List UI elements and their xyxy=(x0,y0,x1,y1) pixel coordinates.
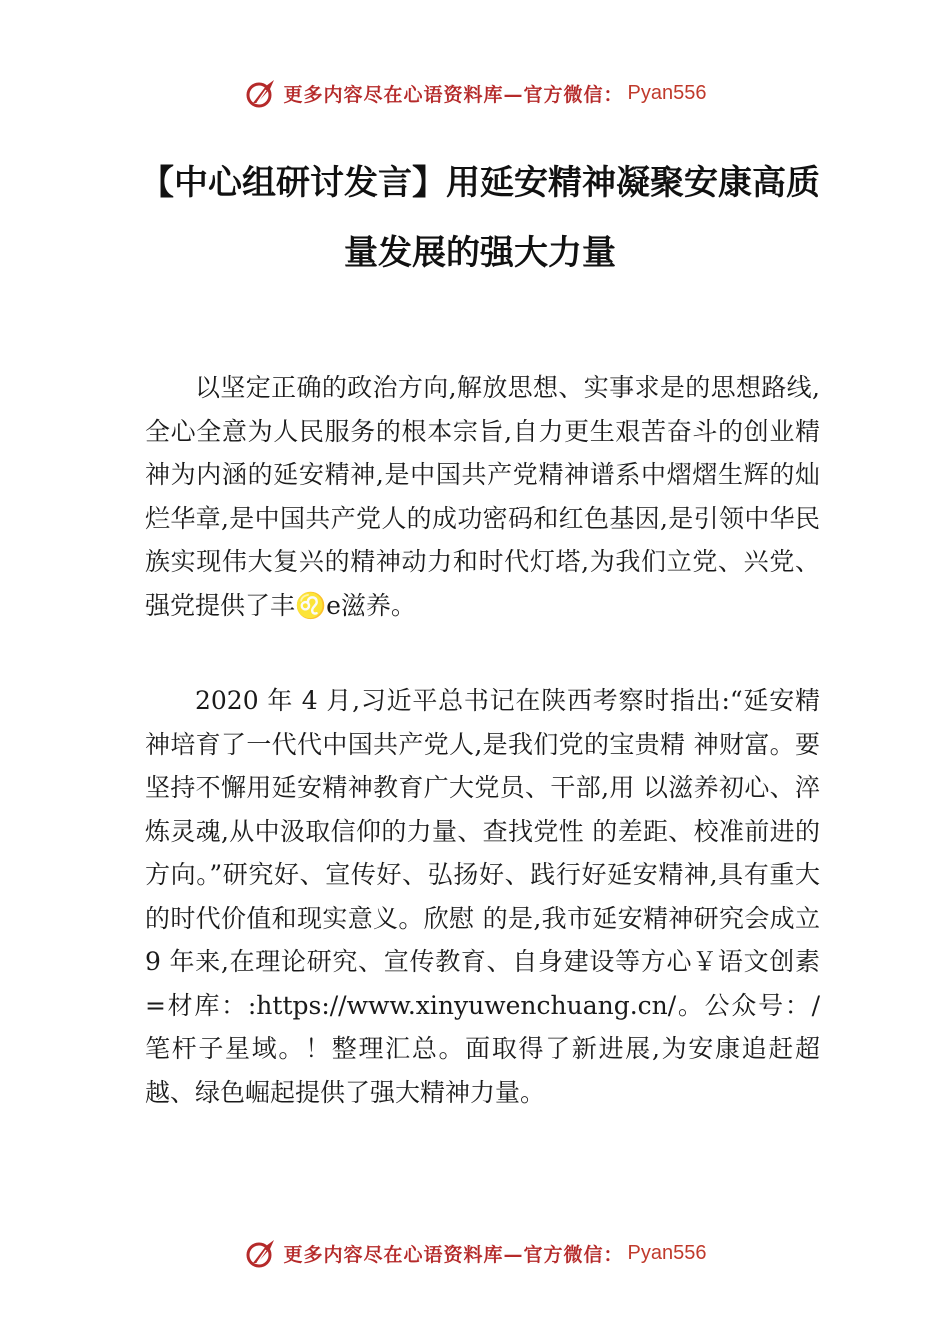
watermark-text: 更多内容尽在心语资料库—官方微信： xyxy=(283,1243,624,1266)
watermark-text: 更多内容尽在心语资料库—官方微信： xyxy=(283,83,624,106)
header-watermark xyxy=(0,73,950,113)
footer-watermark xyxy=(0,1233,950,1273)
quill-pen-logo-icon xyxy=(244,1236,278,1270)
document-title: 【中心组研讨发言】用延安精神凝聚安康高质量发展的强大力量 xyxy=(140,163,820,273)
quill-pen-logo-icon xyxy=(244,76,278,110)
watermark-wechat-id: Pyan556 xyxy=(627,1241,707,1264)
body-paragraph-2: 2020 年 4 月,习近平总书记在陕西考察时指出:“延安精神培育了一代代中国共产党人,是我们党的宝贵精 神财富。要坚持不懈用延安精神教育广大党员、干部,用 以滋养初心、淬炼灵魂,从中汲取信仰的力量、查找党性 的差距、校准前进的方向。”研究好、宣传好、弘扬好、践行好延安精神,具有重大的时代价值和现实意义。欣慰 的是,我市延安精神研究会成立 9 年来,在理论研究、宣传教育、自身建设等方心￥语文创素=材库：:https://www.xinyuwenchuang.cn/。公众号：/笔杆子星域。！整理汇总。面取得了新进展,为安康追赶超越、绿色崛起提供了强大精神力量。 xyxy=(145,686,820,1107)
body-paragraph-1: 以坚定正确的政治方向,解放思想、实事求是的思想路线,全心全意为人民服务的根本宗旨,自力更生艰苦奋斗的创业精神为内涵的延安精神,是中国共产党精神谱系中熠熠生辉的灿烂华章,是中国共产党人的成功密码和红色基因,是引领中华民族实现伟大复兴的精神动力和时代灯塔,为我们立党、兴党、强党提供了丰♌e滋养。 xyxy=(145,373,820,620)
watermark-wechat-id: Pyan556 xyxy=(627,81,707,104)
